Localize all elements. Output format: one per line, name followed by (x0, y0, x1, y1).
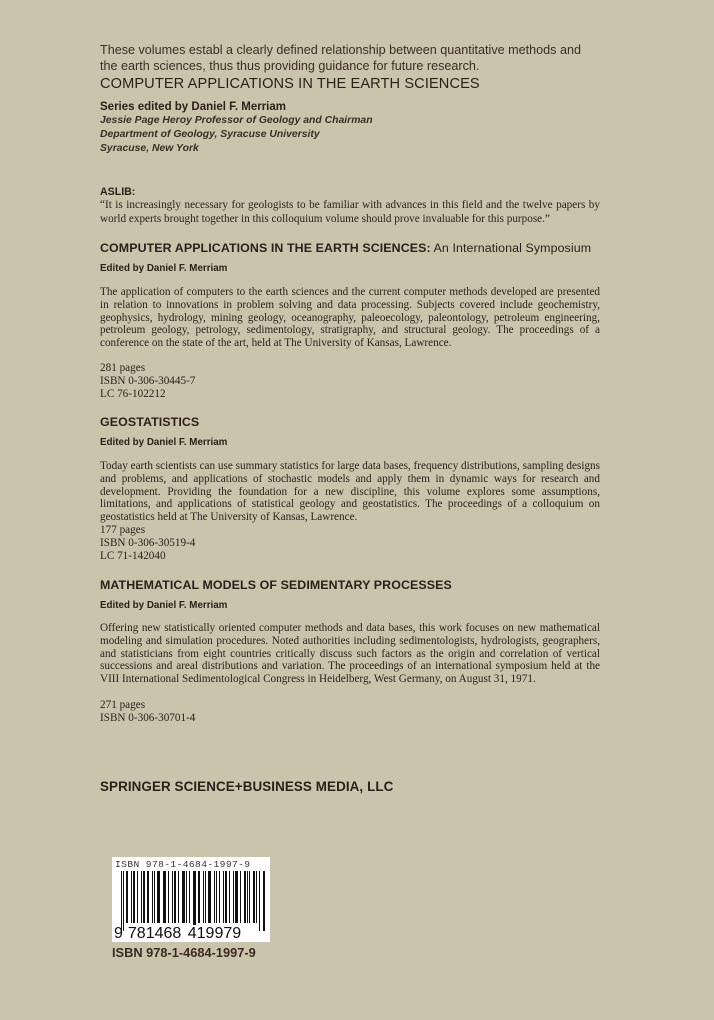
book-pages: 281 pages (100, 362, 146, 374)
barcode-digit-group-2: 419979 (187, 925, 242, 942)
barcode-bar (186, 871, 187, 923)
series-title: COMPUTER APPLICATIONS IN THE EARTH SCIENCES (100, 76, 480, 92)
isbn-barcode (112, 857, 270, 942)
barcode-bar (123, 871, 124, 931)
barcode-digit-group-1: 781468 (127, 925, 182, 942)
book-title (100, 241, 591, 255)
barcode-bar (259, 871, 260, 931)
barcode-bar (193, 871, 194, 931)
book-editor: Edited by Daniel F. Merriam (100, 263, 228, 274)
barcode-bar (137, 871, 138, 923)
barcode-bar (214, 871, 215, 923)
barcode-bar (164, 871, 166, 923)
barcode-bar (182, 871, 185, 923)
barcode-bar (152, 871, 153, 923)
barcode-bar (194, 871, 196, 931)
barcode-bar (174, 871, 176, 923)
affiliation-line: Department of Geology, Syracuse University (100, 129, 320, 140)
barcode-bar (154, 871, 155, 923)
book-meta (100, 362, 195, 400)
barcode-bar (253, 871, 255, 923)
barcode-bar (178, 871, 179, 923)
book-description: The application of computers to the earth sciences and the current computer methods developed are presented in relation to innovations in problem solving and data processing. Subjects covered include geochemistry, geophysics, hydrology, mining geology, oceanography, paleoecology, paleontology, petroleum engineering, petroleum geology, petrology, sedimentology, stratigraphy, and structural geology. The proceedings of a conference on the state of the art, held at The University of Kansas, Lawrence. (100, 286, 600, 350)
barcode-bar (229, 871, 230, 923)
intro-line-1: These volumes establ a clearly defined relationship between quantitative methods and (100, 43, 581, 57)
book-title-main: GEOSTATISTICS (100, 415, 200, 429)
barcode-bar (244, 871, 246, 923)
barcode-digits (114, 925, 242, 942)
barcode-bar (147, 871, 149, 923)
barcode-bar (263, 871, 265, 931)
book-editor: Edited by Daniel F. Merriam (100, 600, 228, 611)
book-title (100, 578, 452, 592)
barcode-bar (168, 871, 169, 923)
barcode-bar (198, 871, 200, 923)
barcode-bar (189, 871, 190, 923)
intro-line-2: the earth sciences, thus thus providing guidance for future research. (100, 59, 480, 73)
barcode-bar (131, 871, 132, 923)
series-intro (100, 42, 620, 74)
book-meta (100, 524, 195, 562)
barcode-bar (219, 871, 221, 923)
barcode-bar (233, 871, 234, 923)
barcode-bar (208, 871, 211, 923)
barcode-bar (172, 871, 173, 923)
barcode-bar (203, 871, 204, 923)
barcode-digit-first: 9 (114, 925, 123, 942)
book-editor: Edited by Daniel F. Merriam (100, 437, 228, 448)
barcode-bar (143, 871, 145, 923)
series-editor: Series edited by Daniel F. Merriam (100, 101, 286, 113)
barcode-bar (141, 871, 142, 923)
affiliation-line: Jessie Page Heroy Professor of Geology and Chairman (100, 115, 373, 126)
barcode-bar (223, 871, 224, 923)
barcode-bar (249, 871, 250, 923)
book-title (100, 415, 199, 429)
book-lc: LC 71-142040 (100, 549, 166, 562)
publisher-name: SPRINGER SCIENCE+BUSINESS MEDIA, LLC (100, 779, 394, 794)
barcode-bar (256, 871, 257, 923)
book-meta (100, 699, 195, 725)
affiliation-line: Syracuse, New York (100, 143, 199, 154)
book-pages: 271 pages (100, 699, 146, 711)
book-subtitle: An International Symposium (430, 241, 592, 255)
barcode-bar (205, 871, 206, 923)
aslib-label: ASLIB: (100, 186, 136, 198)
barcode-bar (240, 871, 241, 923)
barcode-bars (121, 871, 266, 931)
book-description: Today earth scientists can use summary statistics for large data bases, frequency distributions, sampling designs and problems, and applications of stochastic models and apply them in dynamic ways for research and development. Providing the foundation for a new discipline, this volume explores some assumptions, limitations, and applications of statistical geology and geostatistics. The proceedings of a colloquium on geostatistics held at The University of Kansas, Lawrence. (100, 460, 600, 524)
aslib-quote: “It is increasingly necessary for geologists to be familiar with advances in this field and the twelve papers by world experts brought together in this colloquium volume should prove invaluable for this purpose.” (100, 199, 600, 225)
barcode-top-label: ISBN 978-1-4684-1997-9 (115, 859, 251, 870)
barcode-bar (216, 871, 217, 923)
book-description: Offering new statistically oriented computer methods and data bases, this work focuses on new mathematical modeling and simulation procedures. Noted authorities including sedimentologists, hydrologists, geographers, and statisticians from eight countries critically discuss such factors as the origin and correlation of vertical successions and areal distributions and variation. The proceedings of an international symposium held at the VIII International Sedimentological Congress in Heidelberg, West Germany, on August 31, 1971. (100, 622, 600, 686)
barcode-bar (235, 871, 238, 923)
barcode-bar (163, 871, 164, 923)
barcode-bar (225, 871, 227, 923)
series-affiliation (100, 114, 373, 156)
barcode-bar (133, 871, 136, 923)
isbn-label: ISBN 978-1-4684-1997-9 (112, 945, 256, 960)
book-pages: 177 pages (100, 524, 146, 536)
book-isbn: ISBN 0-306-30701-4 (100, 711, 196, 724)
book-isbn: ISBN 0-306-30519-4 (100, 536, 196, 549)
book-title-main: COMPUTER APPLICATIONS IN THE EARTH SCIENCES: (100, 241, 431, 255)
book-lc: LC 76-102212 (100, 387, 166, 400)
barcode-bar (126, 871, 128, 923)
book-isbn: ISBN 0-306-30445-7 (100, 374, 196, 387)
barcode-bar (157, 871, 160, 923)
book-title-main: MATHEMATICAL MODELS OF SEDIMENTARY PROCESSES (100, 578, 452, 592)
barcode-bar (121, 871, 122, 931)
barcode-bar (247, 871, 248, 923)
